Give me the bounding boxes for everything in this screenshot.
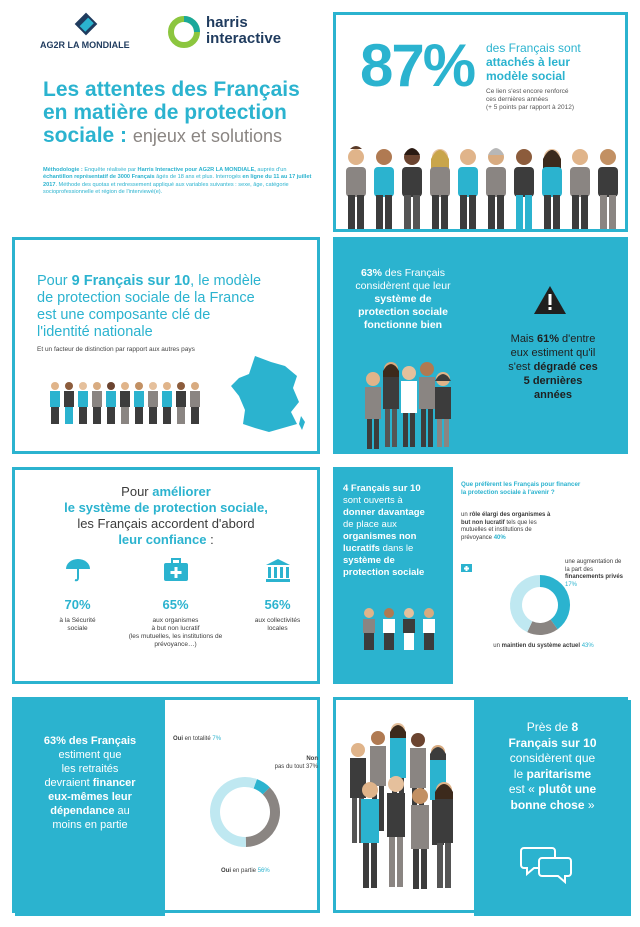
financing-option-1: un rôle élargi des organismes à but non lucratif tels que les mutuelles et institutions de prévoyance 40% (461, 512, 551, 541)
attachment-note: Ce lien s'est encore renforcé ces dernières années (+ 5 points par rapport à 2012) (486, 88, 574, 111)
financing-option-3: un maintien du système actuel 43% (493, 643, 594, 649)
donut-slice (540, 581, 564, 624)
trust-pct-1: 70% (64, 597, 91, 612)
people-group-3 (363, 361, 453, 456)
people-illustration (342, 135, 622, 230)
non-profit-text: 4 Français sur 10 sont ouverts à donner davantage de place aux organismes non lucratifs dans le système de protection sociale (343, 483, 425, 578)
dependency-answer-2: Non pas du tout 37% (274, 756, 318, 770)
harris-logo-icon (166, 14, 202, 50)
warning-icon-svg (533, 285, 567, 315)
warning-icon (533, 285, 567, 320)
panel-attachment (333, 12, 628, 232)
dependency-answer-1: Oui en totalité 7% (173, 736, 222, 742)
identity-text: Pour 9 Français sur 10, le modèle de protection sociale de la France est une composante clé de l'identité nationale (37, 273, 262, 340)
harris-logo-text-2: interactive (206, 30, 282, 47)
stat-87: 87% (360, 32, 475, 99)
attachment-text: des Français sont attachés à leur modèle social (486, 41, 581, 83)
speech-bubbles-icon (520, 842, 574, 889)
people-row-2 (49, 380, 209, 430)
financing-option-2: une augmentation de la part des financements privés 17% (565, 559, 624, 588)
harris-logo-text-1: harris (206, 14, 248, 31)
trust-text: Pour améliorer le système de protection sociale, les Français accordent d'abord leur confiance : (64, 484, 268, 547)
title-line-1: Les attentes des Français (43, 78, 300, 101)
people-illustration-small (49, 380, 209, 425)
umbrella-icon (65, 558, 91, 587)
trust-label-3: aux collectivités locales (254, 617, 301, 632)
panel-non-profit (333, 467, 628, 684)
kit-icon-small (461, 559, 472, 577)
donut-slice (246, 791, 275, 842)
medical-kit-icon (163, 558, 189, 587)
donut-slice (516, 581, 540, 627)
dependency-answer-3: Oui en partie 56% (221, 868, 270, 874)
people-illustration-crowd (348, 722, 458, 902)
title-line-2: en matière de protection (43, 101, 287, 124)
title-line-3: sociale : enjeux et solutions (43, 124, 282, 147)
paritarism-text: Près de 8 Français sur 10 considèrent que le paritarisme est « plutôt une bonne chose » (508, 720, 597, 812)
paritarism-text-box (474, 700, 631, 916)
ag2r-logo (40, 12, 160, 52)
france-map-icon (225, 352, 310, 437)
ag2r-logo-text: AG2R LA MONDIALE (40, 40, 130, 50)
panel-trust (12, 467, 320, 684)
donut-slice (215, 782, 255, 842)
panel-national-identity (12, 237, 320, 454)
financing-donut (507, 572, 573, 638)
dependency-donut (205, 772, 285, 852)
methodology: Méthodologie : Enquête réalisée par Harris Interactive pour AG2R LA MONDIALE, auprès d'un échantillon représentatif de 3000 Français âgés de 18 ans et plus. Interrogés en ligne du 11 au 17 juillet 2017. Méthode des quotas et redressement appliqué aux variables suivantes : sexe, âge, catégorie socioprofessionnelle et région de l'interviewé(e). (43, 167, 312, 196)
trust-label-1: à la Sécurité sociale (59, 617, 96, 632)
identity-subtext: Et un facteur de distinction par rapport aux autres pays (37, 346, 195, 353)
town-hall-icon (265, 558, 291, 587)
people-group-7 (348, 722, 458, 907)
france-map (225, 352, 310, 442)
degraded-text: Mais 61% d'entre eux estiment qu'il s'est dégradé ces 5 dernières années (508, 333, 598, 401)
page-title (43, 78, 323, 148)
panel-system-works (333, 237, 628, 454)
people-crowd-1 (342, 135, 622, 230)
people-illustration-row (361, 607, 441, 651)
system-works-text: 63% des Français considèrent que leur système de protection sociale fonctionne bien (355, 267, 451, 331)
financing-question: Que préfèrent les Français pour financer la protection sociale à l'avenir ? (461, 481, 581, 496)
panel-paritarism (333, 697, 628, 913)
donut-slice (255, 784, 266, 791)
trust-pct-3: 56% (264, 597, 291, 612)
ag2r-logo-icon (74, 12, 98, 36)
trust-pct-2: 65% (162, 597, 189, 612)
people-illustration-group (363, 361, 453, 451)
donut-slice (530, 624, 554, 629)
dependency-text-box (15, 700, 165, 916)
harris-logo (166, 12, 301, 52)
panel-dependency (12, 697, 320, 913)
dependency-text: 63% des Français estiment que les retraités devraient financer eux-mêmes leur dépendance au moins en partie (43, 735, 137, 831)
people-row-5 (361, 607, 441, 656)
trust-label-2: aux organismes à but non lucratif (les mutuelles, les institutions de prévoyance…) (128, 617, 223, 648)
financing-chart-area (453, 467, 628, 684)
